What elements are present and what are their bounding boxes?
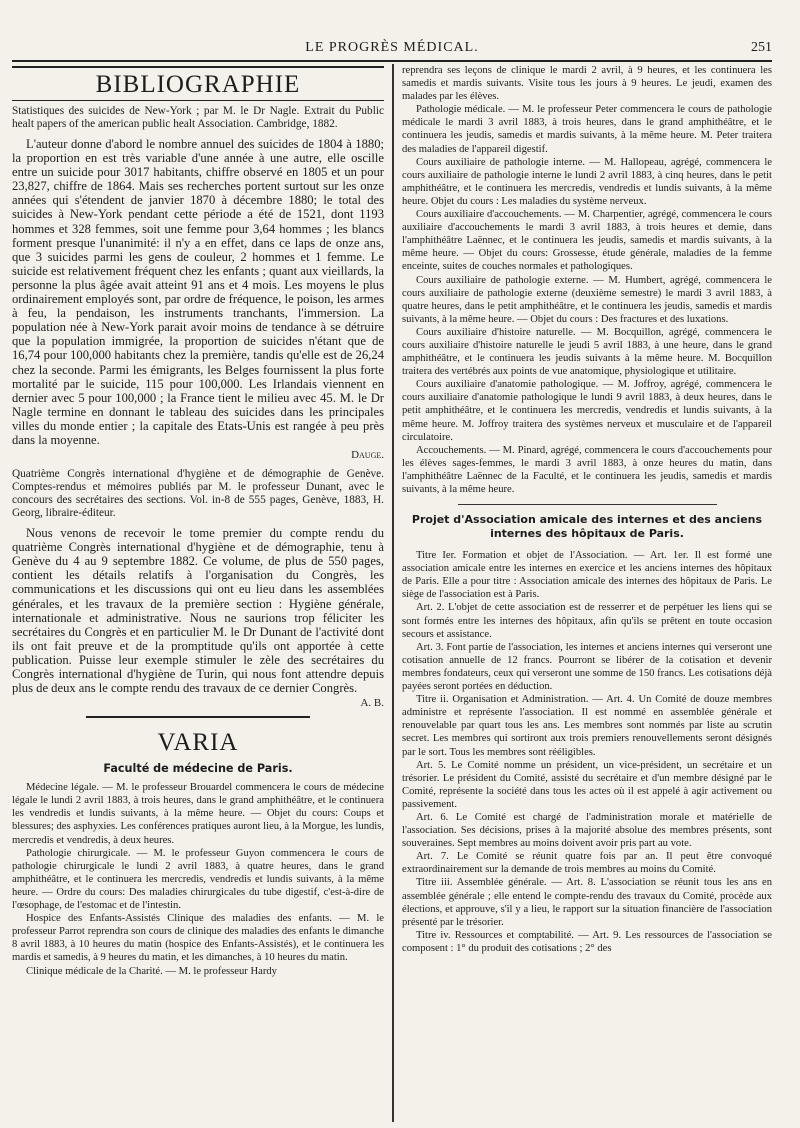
bib-entry-2-signature: A. B. [360,697,384,710]
announcement-paragraph: Cours auxiliaire d'histoire naturelle. — M. Bocquillon, agrégé, commencera le cours auxiliaire d'histoire naturelle le jeudi 5 avril 1883, à une heure, dans le grand amphithéâtre, et le continuera les jeudis suivants à la même heure. M. Bocquillon traitera des vertébrés aux points de vue anatomique, physiologique et utilitaire. [402,326,772,378]
article-paragraph: Titre ii. Organisation et Administration. — Art. 4. Un Comité de douze membres administre et représente l'association. Il est nommé en assemblée générale et renouvelable par quart tous les ans. Les membres sont nommés par liste au scrutin secret. Les membres qui sortiront aux trois premiers renouvellements seront désignés par le sort. Tous les membres sont rééligibles. [402,694,772,758]
announcement-paragraph: Clinique médicale de la Charité. — M. le professeur Hardy [26,965,277,977]
announcement-paragraph: Cours auxiliaire d'accouchements. — M. Charpentier, agrégé, commencera le cours auxiliaire d'accouchements le mardi 3 avril 1883, à trois heures et demie, dans l'amphithéâtre Laënnec, et le continuera les jeudis, samedis et mardis suivants, à la même heure. — Objet du cours: Grossesse, étude générale, maladies de la femme enceinte, suites de couches normales et pathologiques. [402,209,772,273]
article-paragraph: Titre Ier. Formation et objet de l'Association. — Art. 1er. Il est formé une association amicale entre les internes en exercice et les anciens internes des hôpitaux de Paris. Elle a pour titre : Association amicale des internes des hôpitaux de Paris. Le siège de l'association est à Paris. [402,550,772,601]
bibliographie-heading: BIBLIOGRAPHIE [12,66,384,101]
varia-heading: VARIA [157,729,239,757]
left-column [12,64,392,1122]
announcement-paragraph: Pathologie médicale. — M. le professeur Peter commencera le cours de pathologie médicale le mardi 3 avril 1883, à trois heures, dans le grand amphithéâtre, et le continuera les jeudis, samedis et mardis suivants, à la même heure. M. Peter traitera des maladies de l'appareil digestif. [402,104,772,155]
article-paragraph: Art. 7. Le Comité se réunit quatre fois par an. Il peut être convoqué extraordinairement sur la demande de trois membres au moins du Comité. [402,851,772,876]
bib-entry-1-heading: Statistiques des suicides de New-York ; par M. le Dr Nagle. Extrait du Public healt papers of the american public healt Association. Cambridge, 1882. [12,105,384,130]
announcement-paragraph: Cours auxiliaire d'anatomie pathologique. — M. Joffroy, agrégé, commencera le cours auxiliaire d'anatomie pathologique le lundi 9 avril 1883, à deux heures, dans le petit amphithéâtre, et le continuera les mercredis, vendredis et lundis suivants, à la même heure. M. Joffroy traitera des systèmes nerveux et musculaire et de l'appareil circulatoire. [402,379,772,443]
journal-title: LE PROGRÈS MÉDICAL. [305,40,479,55]
section-divider [458,504,717,505]
announcement-paragraph: Cours auxiliaire de pathologie interne. — M. Hallopeau, agrégé, commencera le cours auxiliaire de pathologie interne le lundi 2 avril 1883, à cinq heures, dans le petit amphithéâtre, et le continuera les mercredis, vendredis et lundis suivants, à la même heure. Objet du cours : Les maladies du système nerveux. [402,156,772,207]
announcement-paragraph: Hospice des Enfants-Assistés Clinique des maladies des enfants. — M. le professeur Parrot reprendra son cours de clinique des maladies des enfants le dimanche 8 avril 1883, à 10 heures du matin (hospice des Enfants-Assistés), et le continuera les mardis et samedis, à 9 heures du matin, et les dimanches, à 10 heures du matin. [12,913,384,964]
article-paragraph: Art. 3. Font partie de l'association, les internes et anciens internes qui verseront une cotisation annuelle de 12 francs. Pourront se libérer de la cotisation et devenir membres fondateurs, ceux qui verseront une somme de 150 francs. Les cotisations déjà payées seront portées en déduction. [402,641,772,693]
bib-entry-1-text: L'auteur donne d'abord le nombre annuel des suicides de 1804 à 1880; la proportion en est très variable d'une année à une autre, elle oscille entre un suicide pour 3017 habitants, chiffre observé en 1805 et un pour 23,827, chiffre de 1864. Mais ses recherches portent surtout sur les onze années qui s'étendent de janvier 1870 à décembre 1880; le total des suicides à New-York pendant cette période a été de 1521, dont 1193 hommes et 328 femmes, soit une femme pour 3,64 hommes ; les blancs forment presque l'unanimité: il n'y a en effet, dans ce laps de onze ans, que 3 suicides parmi les gens de couleur, 2 hommes et 1 femme. Le suicide est relativement fréquent chez les enfants ; quant aux vieillards, la personne la plus âgée avait atteint 91 ans et 4 mois. Les moyens le plus ordinairement employés sont, par ordre de fréquence, le poison, les armes à feu, la pendaison, les instruments tranchants, l'immersion. La population née à New-York parait avoir moins de tendance à se détruire que la population immigrée, la proportion de suicides n'étant que de 16,74 pour 100,000 habitants chez la première, tandis qu'elle est de 26,24 chez la seconde. Parmi les émigrants, les Belges fournissent la plus forte mortalité par le suicide, 115 pour 100,000. Les Irlandais viennent en dernier avec 5 pour 100,000 ; la France tient le milieu avec 45. M. le Dr Nagle termine en donnant le tableau des suicides dans les principales villes du monde entier ; la capitale des Etats-Unis est rangée à peu près dans la moyenne. [12,137,384,447]
article-paragraph: Art. 6. Le Comité est chargé de l'administration morale et matérielle de l'association. Ses décisions, prises à la majorité absolue des membres présents, sont souveraines. Sept membres au moins doivent avoir pris part au vote. [402,811,772,850]
association-articles [402,549,772,955]
bib-entry-2-text: Nous venons de recevoir le tome premier du compte rendu du quatrième Congrès international d'hygiène et de démographie, tenu à Genève du 4 au 9 septembre 1882. Ce volume, de plus de 550 pages, contient les détails relatifs à l'organisation du Congrès, les communications et les discussions qui ont eu lieu dans les assemblées générales, et les travaux de la première section : Hygiène générale, internationale et administrative. Nous ne saurions trop féliciter les secrétaires du Congrès et en particulier M. le Dr Dunant de l'activité dont ils ont fait preuve et de la promptitude qu'ils ont apportée à cette publication. Puisse leur exemple stimuler le zèle des secrétaires du Congrès international d'hygiène de Turin, qui nous font attendre depuis plus de deux ans le compte rendu des travaux de ce dernier Congrès. [12,526,384,696]
section-divider [86,716,309,718]
announcement-paragraph: Médecine légale. — M. le professeur Brouardel commencera le cours de médecine légale le lundi 2 avril 1883, à trois heures, dans le grand amphithéâtre, et le continuera les vendredis et lundis suivants, à la même heure. — Objet du cours: Coups et blessures; des asphyxies. Les conférences pratiques auront lieu, à la Morgue, les lundis, mercredis et vendredis, à deux heures. [12,782,384,846]
right-column [392,64,772,1122]
announcement-paragraph: reprendra ses leçons de clinique le mardi 2 avril, à 9 heures, et les continuera les samedis et mardis suivants. Visite tous les jours à 9 heures. Le jeudi, examen des malades par les élèves. [402,65,772,103]
article-paragraph: Titre iv. Ressources et comptabilité. — Art. 9. Les ressources de l'association se composent : 1° du produit des cotisations ; 2° des [402,929,772,954]
announcement-paragraph: Pathologie chirurgicale. — M. le professeur Guyon commencera le cours de pathologie chirurgicale le lundi 2 avril 1883, à quatre heures, dans le grand amphithéâtre, et le continuera les mercredis, vendredis et lundis suivants, à la même heure. — Ordre du cours: Des maladies chirurgicales du tube digestif, c'est-à-dire de l'œsophage, de l'estomac et de l'intestin. [12,847,384,912]
faculte-announcements-right [402,64,772,496]
article-paragraph: Art. 5. Le Comité nomme un président, un vice-président, un secrétaire et un trésorier. Le président du Comité, assisté du secrétaire et d'un membre désigné par le Comité, représente la société dans tous les actes où il est appelé à agir activement ou passivement. [402,759,772,810]
announcement-paragraph: Accouchements. — M. Pinard, agrégé, commencera le cours d'accouchements pour les élèves sages-femmes, le mardi 3 avril 1883, à onze heures du matin, dans l'amphithéâtre Laënnec de la Faculté, et le continuera les jeudis, samedis et mardis suivants, à la même heure. [402,444,772,495]
article-paragraph: Titre iii. Assemblée générale. — Art. 8. L'association se réunit tous les ans en assemblée générale ; elle entend le compte-rendu des travaux du Comité, procède aux élections, et approuve, s'il y a lieu, le rapport sur la situation financière de l'association présenté par le trésorier. [402,877,772,928]
faculte-heading: Faculté de médecine de Paris. [103,762,293,776]
bib-entry-2-heading: Quatrième Congrès international d'hygiène et de démographie de Genève. Comptes-rendus et mémoires publiés par M. le professeur Dunant, avec le concours des secrétaires des sections. Vol. in-8 de 555 pages, Genève, 1883, H. Georg, libraire-éditeur. [12,468,384,520]
two-column-body [12,64,772,1122]
article-paragraph: Art. 2. L'objet de cette association est de resserrer et de perpétuer les liens qui se sont formés entre les internes des hôpitaux, afin qu'ils se prêtent en toute occasion secours et assistance. [402,602,772,640]
page-number: 251 [751,40,772,55]
project-heading: Projet d'Association amicale des internes et des anciens internes des hôpitaux de Paris. [411,513,763,541]
bib-entry-1-signature: Dauge. [351,449,384,462]
faculte-announcements-left [12,781,384,977]
running-header [12,38,772,62]
announcement-paragraph: Cours auxiliaire de pathologie externe. — M. Humbert, agrégé, commencera le cours auxiliaire de pathologie externe (deuxième semestre) le mardi 3 avril 1883, à quatre heures, dans le petit amphithéâtre, et le continuera les jeudis, samedis et mardis suivants, à la même heure. — Objet du cours : Des fractures et des luxations. [402,274,772,325]
